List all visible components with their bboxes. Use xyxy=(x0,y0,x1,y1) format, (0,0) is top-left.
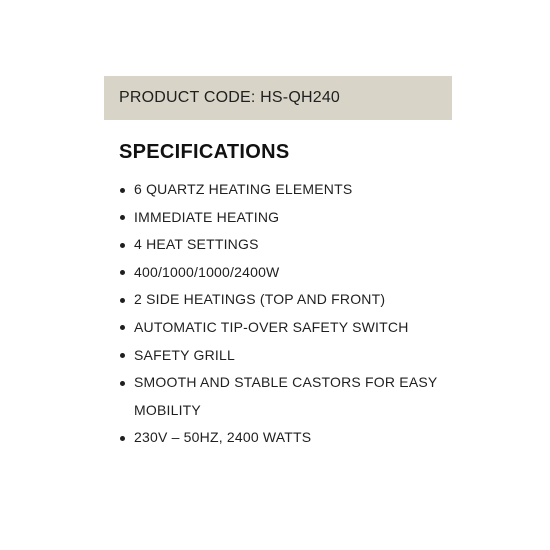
spec-item: AUTOMATIC TIP-OVER SAFETY SWITCH xyxy=(119,314,449,342)
product-code-label: PRODUCT CODE: HS-QH240 xyxy=(119,89,341,106)
specifications-list xyxy=(119,176,449,452)
spec-item: 400/1000/1000/2400W xyxy=(119,259,449,287)
spec-item: 2 SIDE HEATINGS (TOP AND FRONT) xyxy=(119,286,449,314)
spec-item: SAFETY GRILL xyxy=(119,342,449,370)
product-code-banner xyxy=(104,76,452,120)
specifications-heading: SPECIFICATIONS xyxy=(119,141,290,163)
spec-item: SMOOTH AND STABLE CASTORS FOR EASY MOBILITY xyxy=(119,369,449,424)
spec-item: 6 QUARTZ HEATING ELEMENTS xyxy=(119,176,449,204)
spec-item: 230V – 50HZ, 2400 WATTS xyxy=(119,424,449,452)
spec-item: 4 HEAT SETTINGS xyxy=(119,231,449,259)
spec-item: IMMEDIATE HEATING xyxy=(119,204,449,232)
